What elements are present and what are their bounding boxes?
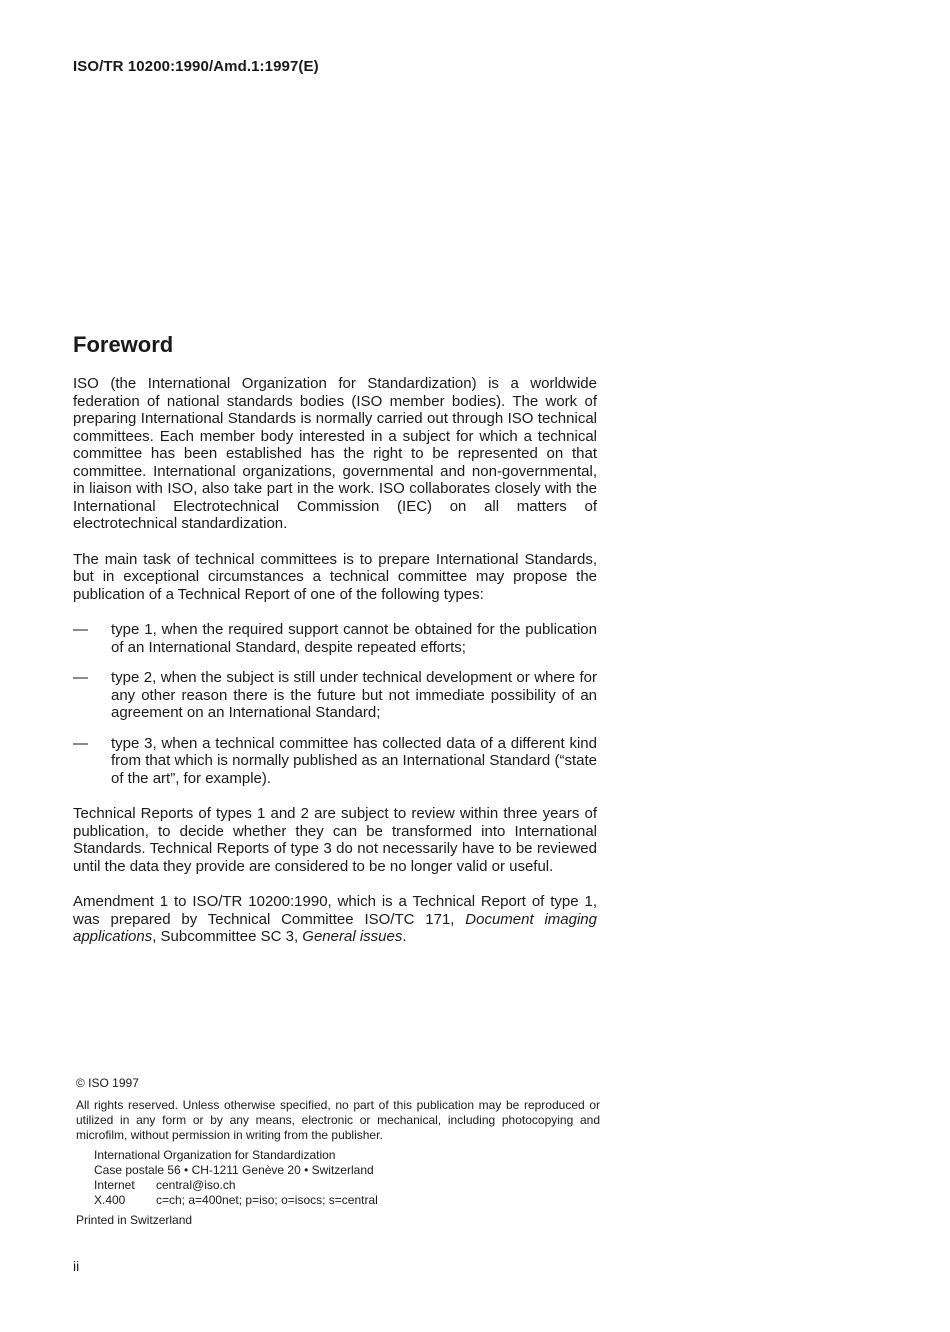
paragraph-iso-intro: ISO (the International Organization for Standardization) is a worldwide federation of national standards bodies (ISO member bodies). The work of preparing International Standards is normally carried out through ISO technical committees. Each member body interested in a subject for which a technical committee has been established has the right to be represented on that committee. International organizations, governmental and non-governmental, in liaison with ISO, also take part in the work. ISO collaborates closely with the International Electrotechnical Commission (IEC) on all matters of electrotechnical standardization. [73,375,597,532]
foreword-body [73,375,597,946]
internet-value: central@iso.ch [156,1178,236,1192]
list-item [73,669,597,722]
dash-bullet: — [73,621,88,638]
paragraph-review: Technical Reports of types 1 and 2 are subject to review within three years of publication, to decide whether they can be transformed into International Standards. Technical Reports of type 3 do not necessarily have to be reviewed until the data they provide are considered to be no longer valid or useful. [73,805,597,875]
rights-statement: All rights reserved. Unless otherwise specified, no part of this publication may be reproduced or utilized in any form or by any means, electronic or mechanical, including photocopying and microfilm, without permission in writing from the publisher. [76,1098,600,1142]
page-number: ii [73,1258,80,1274]
list-item-text: type 2, when the subject is still under technical development or where for any other reason there is the future but not immediate possibility of an agreement on an International Standard; [111,669,597,721]
amendment-text-c: . [402,928,407,945]
dash-bullet: — [73,734,88,752]
dash-bullet: — [73,669,88,686]
document-header: ISO/TR 10200:1990/Amd.1:1997(E) [73,58,319,75]
paragraph-amendment [73,893,597,946]
page-title: Foreword [73,332,174,357]
publisher-org: International Organization for Standardization [94,1148,336,1162]
copyright-line: © ISO 1997 [76,1076,139,1090]
x400-label: X.400 [94,1193,126,1207]
internet-label: Internet [94,1178,135,1192]
x400-row [94,1193,600,1208]
x400-value: c=ch; a=400net; p=iso; o=isocs; s=central [156,1193,378,1207]
list-item [73,621,597,656]
printed-in: Printed in Switzerland [76,1213,193,1227]
list-item-text: type 3, when a technical committee has collected data of a different kind from that which is normally published as an International Standard (“state of the art”, for example). [111,734,597,787]
subcommittee-title: General issues [302,928,403,945]
list-item [73,735,597,788]
postal-address: Case postale 56 • CH-1211 Genève 20 • Switzerland [94,1163,374,1177]
amendment-text-b: , Subcommittee SC 3, [152,928,303,945]
publisher-address [94,1148,600,1208]
report-types-list [73,621,597,787]
committee-title: Document imaging applications [73,910,597,945]
amendment-text-a: Amendment 1 to ISO/TR 10200:1990, which is a Technical Report of type 1, was prepared by Technical Committee ISO/TC 171, [73,893,597,928]
list-item-text: type 1, when the required support cannot be obtained for the publication of an International Standard, despite repeated efforts; [111,621,597,656]
internet-row [94,1178,600,1193]
copyright-block [76,1076,600,1228]
paragraph-main-task: The main task of technical committees is to prepare International Standards, but in exceptional circumstances a technical committee may propose the publication of a Technical Report of one of the following types: [73,550,597,603]
